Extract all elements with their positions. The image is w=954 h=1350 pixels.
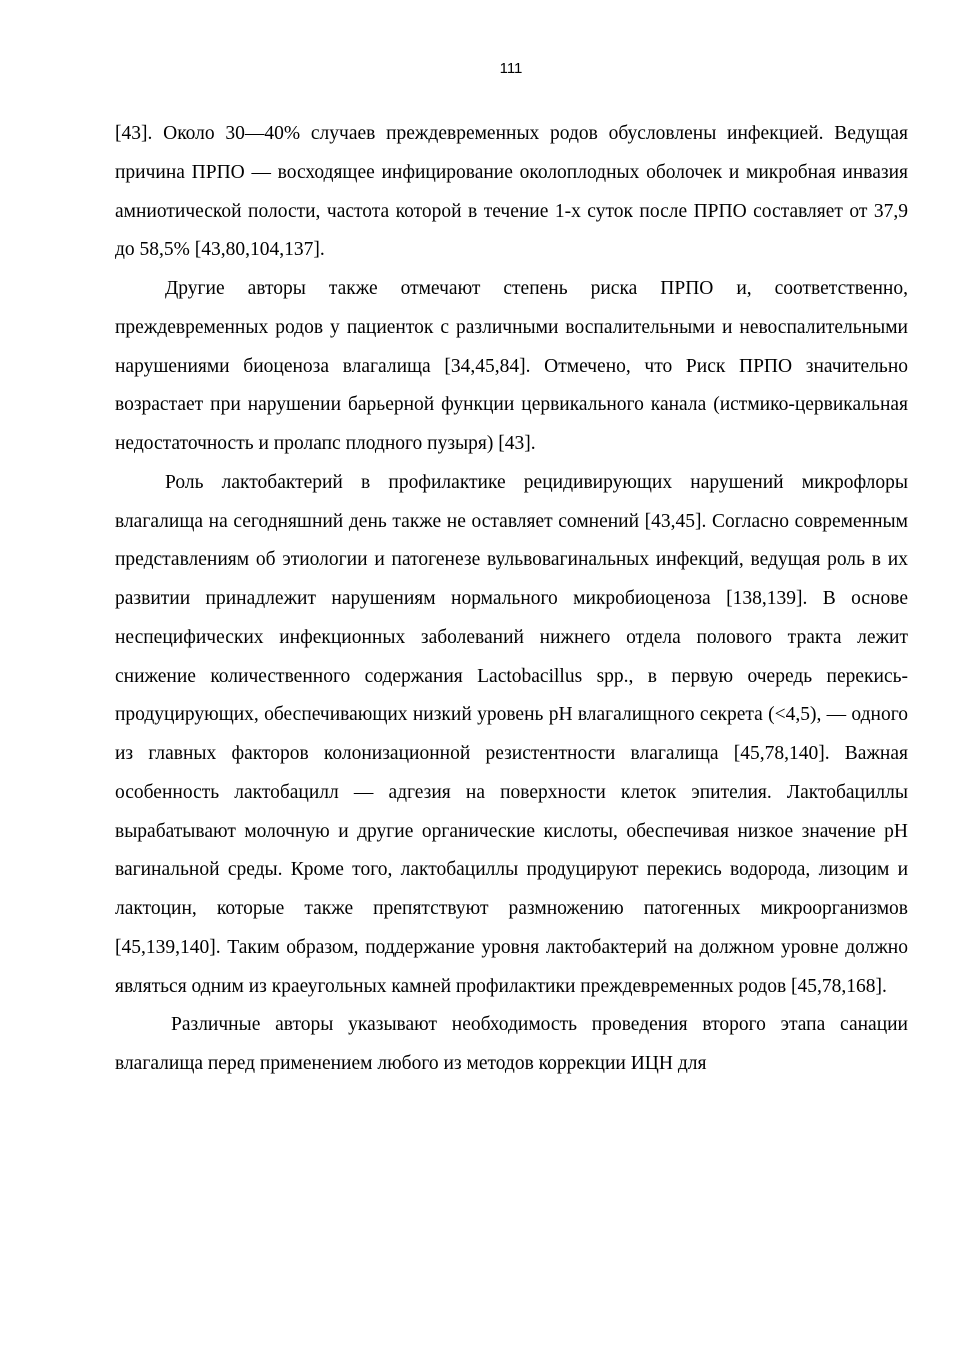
paragraph-1: [43]. Около 30—40% случаев преждевременных родов обусловлены инфекцией. Ведущая причина ПРПО — восходящее инфицирование околоплодных оболочек и микробная инвазия амниотической полости, частота которой в течение 1-х суток после ПРПО составляет от 37,9 до 58,5% [43,80,104,137].: [115, 123, 908, 261]
paragraph-2: Другие авторы также отмечают степень риска ПРПО и, соответственно, преждевременных родов у пациенток с различными воспалительными и невоспалительными нарушениями биоценоза влагалища [34,45,84]. Отмечено, что Риск ПРПО значительно возрастает при нарушении барьерной функции цервикального канала (истмико-цервикальная недостаточность и пролапс плодного пузыря) [43].: [115, 278, 908, 454]
page-number: 111: [499, 60, 523, 77]
paragraph-3: Роль лактобактерий в профилактике рецидивирующих нарушений микрофлоры влагалища на сегодняшний день также не оставляет сомнений [43,45]. Согласно современным представлениям об этиологии и патогенезе вульвовагинальных инфекций, ведущая роль в их развитии принадлежит нарушениям нормального микробиоценоза [138,139]. В основе неспецифических инфекционных заболеваний нижнего отдела полового тракта лежит снижение количественного содержания Lactobacillus spp., в первую очередь перекись-продуцирующих, обеспечивающих низкий уровень pH влагалищного секрета (<4,5), — одного из главных факторов колонизационной резистентности влагалища [45,78,140]. Важная особенность лактобацилл — адгезия на поверхности клеток эпителия. Лактобациллы вырабатывают молочную и другие органические кислоты, обеспечивая низкое значение pH вагинальной среды. Кроме того, лактобациллы продуцируют перекись водорода, лизоцим и лактоцин, которые также препятствуют размножению патогенных микроорганизмов [45,139,140]. Таким образом, поддержание уровня лактобактерий на должном уровне должно являться одним из краеугольных камней профилактики преждевременных родов [45,78,168].: [115, 471, 908, 997]
paragraph-4: Различные авторы указывают необходимость проведения второго этапа санации влагалища перед применением любого из методов коррекции ИЦН для: [115, 1014, 908, 1074]
body-text: [115, 115, 908, 1084]
